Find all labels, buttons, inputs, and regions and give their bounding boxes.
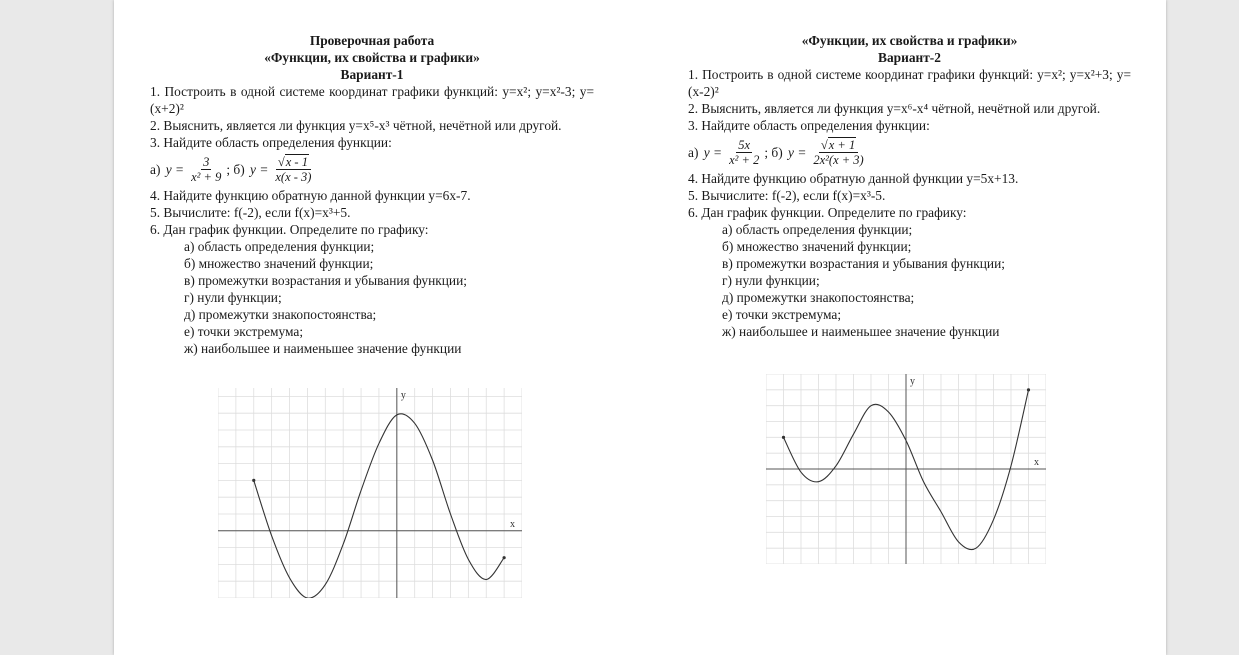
v2-title-2: Вариант-2	[878, 50, 941, 65]
v2-subtask-d: д) промежутки знакопостоянства;	[722, 290, 915, 305]
v2-formula-a-label: а)	[688, 144, 699, 160]
v2-y-axis-label: y	[910, 376, 915, 387]
v1-subtask-g: г) нули функции;	[184, 290, 282, 305]
v2-function-graph	[766, 374, 1046, 564]
variant-2-column	[688, 32, 1131, 340]
v1-curve-end-point	[503, 556, 506, 559]
v2-graph-svg	[766, 374, 1046, 564]
v1-curve-start-point	[252, 479, 255, 482]
v1-title-3: Вариант-1	[340, 67, 404, 82]
variant-1-column	[150, 32, 594, 357]
v1-task-1: 1. Построить в одной системе координат графики функций: y=x²; y=x²-3; y=(x+2)²	[150, 84, 594, 116]
v1-formulas	[150, 152, 594, 186]
v2-formula-b-numerator: √x + 1	[819, 138, 858, 153]
document-page	[114, 0, 1166, 655]
v2-subtask-b: б) множество значений функции;	[722, 239, 912, 254]
v1-function-graph	[218, 388, 522, 598]
v2-formula-a-fraction	[727, 138, 761, 167]
v2-task-1: 1. Построить в одной системе координат графики функций: y=x²; y=x²+3; y=(x-2)²	[688, 67, 1131, 99]
v1-formula-separator: ; б)	[226, 161, 245, 177]
v1-subtask-d: д) промежутки знакопостоянства;	[184, 307, 377, 322]
v2-task-2: 2. Выяснить, является ли функция y=x⁶-x⁴ чётной, нечётной или другой.	[688, 101, 1101, 116]
v1-subtask-e: е) точки экстремума;	[184, 324, 304, 339]
v2-task-6: 6. Дан график функции. Определите по графику:	[688, 205, 967, 220]
v1-formula-a-label: а)	[150, 161, 161, 177]
v1-subtask-zh: ж) наибольшее и наименьшее значение функции	[184, 341, 462, 356]
v1-task-3: 3. Найдите область определения функции:	[150, 135, 392, 150]
v2-subtask-zh: ж) наибольшее и наименьшее значение функции	[722, 324, 1000, 339]
v2-x-axis-label: x	[1034, 457, 1039, 468]
v2-title-1: «Функции, их свойства и графики»	[801, 33, 1018, 48]
v2-formula-b-radicand: x + 1	[828, 137, 856, 152]
v1-formula-b-radicand: x - 1	[285, 154, 308, 169]
v2-formula-a-y: y =	[703, 144, 723, 160]
v1-formula-a-y: y =	[165, 161, 185, 177]
v1-title-1: Проверочная работа	[309, 33, 435, 48]
v2-task-3: 3. Найдите область определения функции:	[688, 118, 930, 133]
v1-formula-a-numerator: 3	[203, 154, 210, 169]
v1-formula-b-y: y =	[250, 161, 269, 177]
v1-task-2: 2. Выяснить, является ли функция y=x⁵-x³ чётной, нечётной или другой.	[150, 118, 562, 133]
v2-subtask-a: а) область определения функции;	[722, 222, 913, 237]
v1-formula-a-fraction	[189, 155, 223, 184]
v1-task-6: 6. Дан график функции. Определите по графику:	[150, 222, 429, 237]
v2-formula-a-denominator: x² + 2	[729, 152, 760, 167]
v2-task-5: 5. Вычислите: f(-2), если f(x)=x³-5.	[688, 188, 886, 203]
v1-formula-a-denominator: x² + 9	[191, 169, 222, 184]
v1-task-4: 4. Найдите функцию обратную данной функции y=6x-7.	[150, 188, 471, 203]
v1-x-axis-label: x	[510, 518, 515, 530]
v1-graph-svg	[218, 388, 522, 598]
v1-formula-b-fraction	[273, 155, 313, 184]
v1-subtask-v: в) промежутки возрастания и убывания функции;	[184, 273, 467, 288]
v1-title-2: «Функции, их свойства и графики»	[264, 50, 480, 65]
v2-formula-separator: ; б)	[764, 144, 783, 160]
v2-subtask-list	[688, 221, 1131, 340]
v1-formula-b-numerator: √x - 1	[276, 155, 311, 170]
v2-formula-b-denominator: 2x²(x + 3)	[813, 152, 864, 167]
v1-grid	[218, 388, 522, 598]
v2-curve-end-point	[1027, 388, 1030, 391]
v1-subtask-b: б) множество значений функции;	[184, 256, 374, 271]
v1-formula-b-denominator: x(x - 3)	[275, 169, 312, 184]
v2-formula-b-fraction	[811, 138, 865, 167]
v2-subtask-g: г) нули функции;	[722, 273, 820, 288]
v1-y-axis-label: y	[400, 390, 406, 401]
v1-task-5: 5. Вычислите: f(-2), если f(x)=x³+5.	[150, 205, 351, 220]
v2-formulas	[688, 135, 1131, 169]
v2-subtask-e: е) точки экстремума;	[722, 307, 842, 322]
v2-task-4: 4. Найдите функцию обратную данной функции y=5x+13.	[688, 171, 1019, 186]
v1-subtask-a: а) область определения функции;	[184, 239, 375, 254]
v2-formula-b-y: y =	[788, 144, 807, 160]
v1-subtask-list	[150, 238, 594, 357]
v2-subtask-v: в) промежутки возрастания и убывания функции;	[722, 256, 1005, 271]
v2-curve-start-point	[782, 436, 785, 439]
v2-formula-a-numerator: 5x	[738, 137, 751, 152]
